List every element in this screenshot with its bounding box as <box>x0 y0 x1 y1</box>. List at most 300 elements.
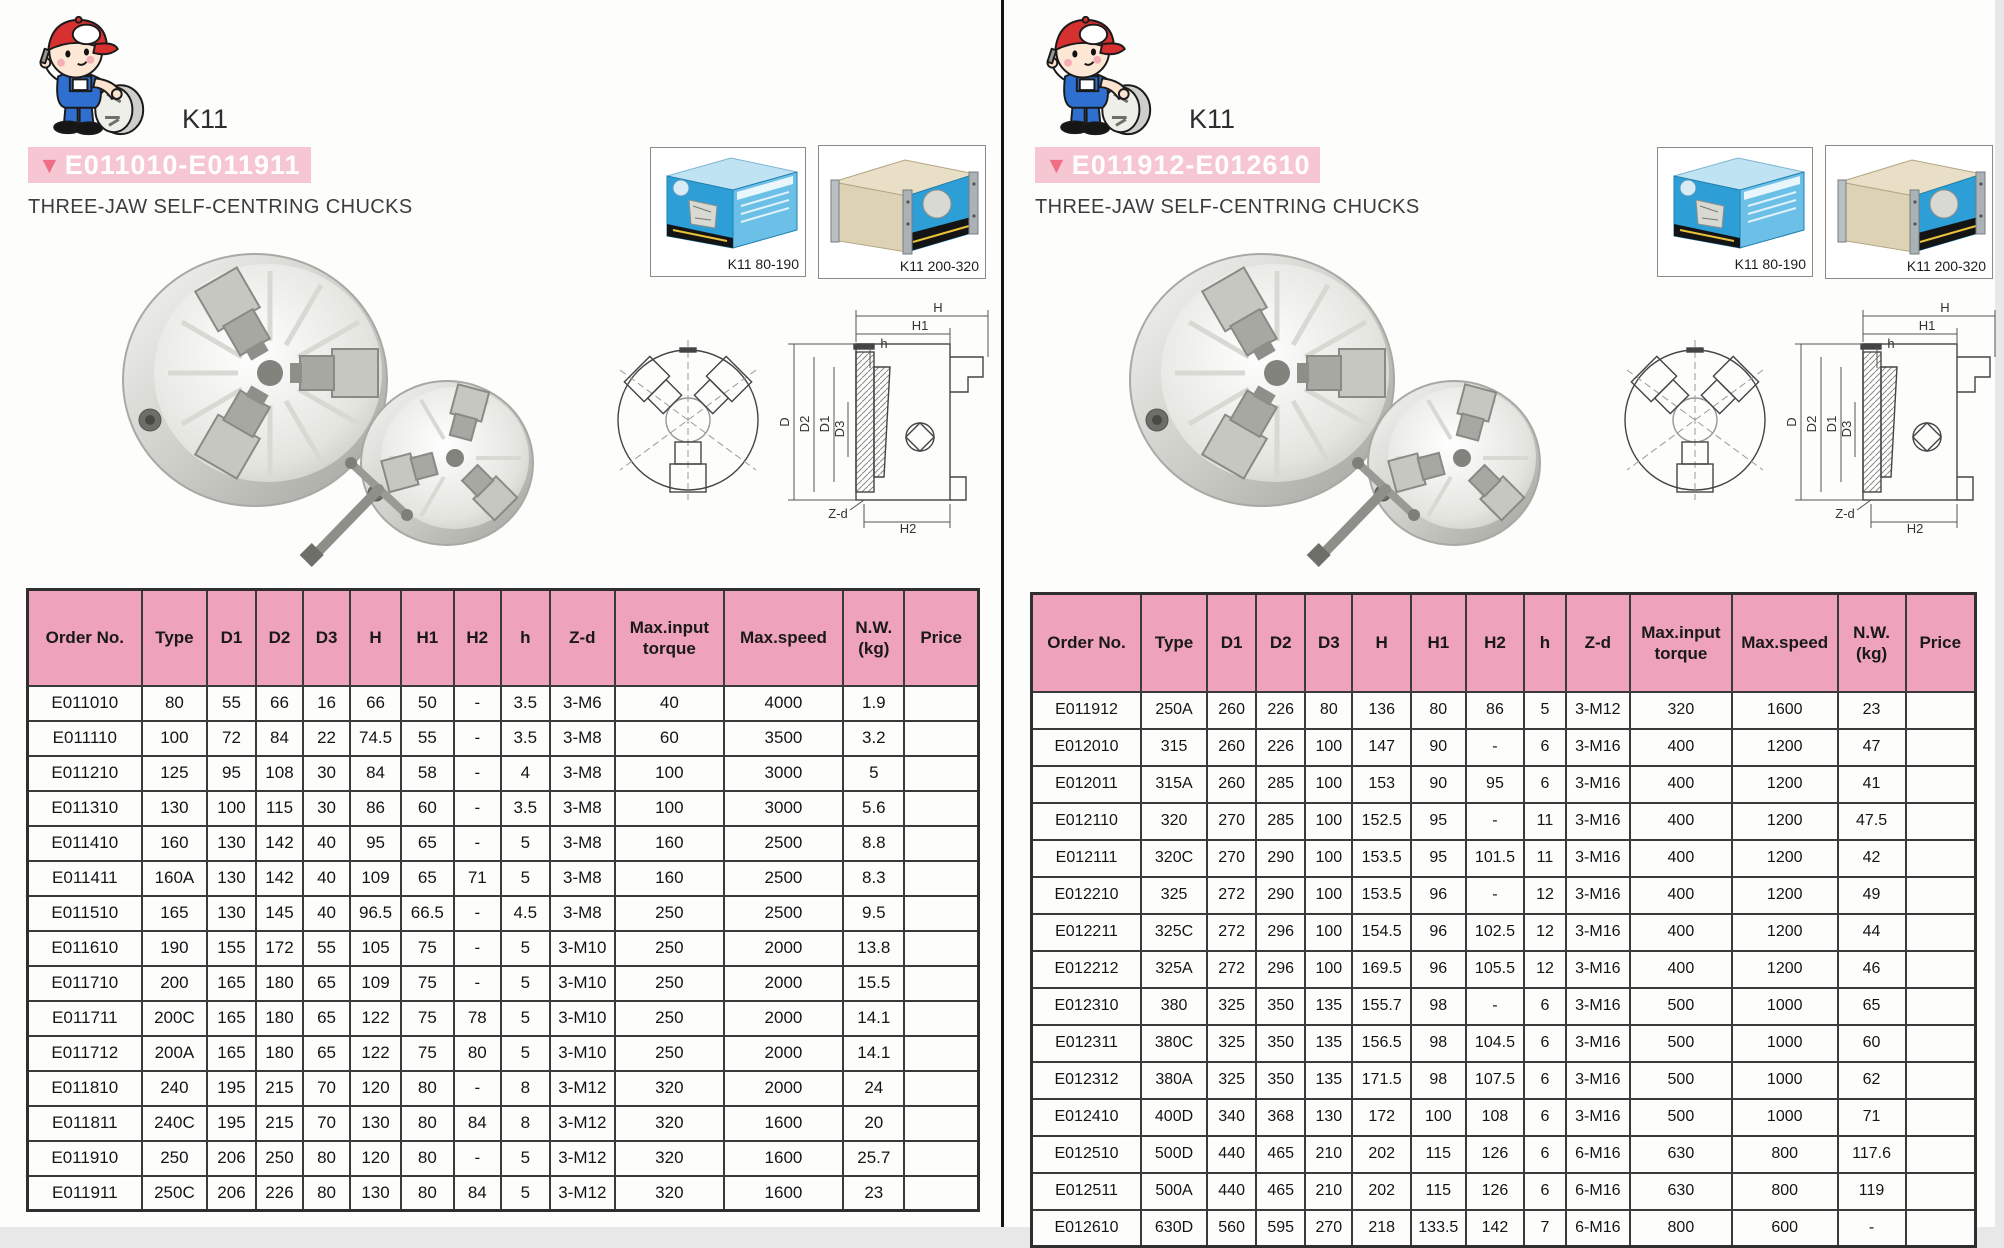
table-cell <box>1906 1099 1976 1136</box>
table-cell: 3-M8 <box>550 826 616 861</box>
table-cell: 71 <box>454 861 502 896</box>
table-row <box>1032 803 1976 840</box>
table-cell: 368 <box>1256 1099 1305 1136</box>
table-cell: 109 <box>350 966 401 1001</box>
table-cell: 350 <box>1256 1062 1305 1099</box>
table-cell: 109 <box>350 861 401 896</box>
blue-carton-art <box>651 148 807 254</box>
table-cell: - <box>454 826 502 861</box>
column-header: D3 <box>1305 594 1352 692</box>
table-cell: 80 <box>1411 692 1466 729</box>
column-header: N.W. (kg) <box>843 590 904 686</box>
table-cell: 122 <box>350 1036 401 1071</box>
table-cell: 100 <box>1305 766 1352 803</box>
table-cell: 4000 <box>724 686 844 721</box>
chuck-large <box>1130 254 1394 506</box>
table-cell: 1200 <box>1732 877 1838 914</box>
table-cell: 380 <box>1141 988 1207 1025</box>
table-cell: 315A <box>1141 766 1207 803</box>
table-cell: 66 <box>350 686 401 721</box>
table-cell: 3-M8 <box>550 721 616 756</box>
table-cell: 60 <box>615 721 723 756</box>
table-cell: 315 <box>1141 729 1207 766</box>
table-cell: 800 <box>1630 1210 1732 1247</box>
table-cell: 320 <box>1141 803 1207 840</box>
table-cell: - <box>454 791 502 826</box>
column-header: H2 <box>1466 594 1525 692</box>
table-cell: 40 <box>615 686 723 721</box>
svg-text:D: D <box>777 417 792 427</box>
table-cell: 250 <box>615 966 723 1001</box>
table-cell: 3-M10 <box>550 931 616 966</box>
table-cell: 210 <box>1305 1136 1352 1173</box>
table-cell: 96 <box>1411 914 1466 951</box>
column-header: Order No. <box>28 590 142 686</box>
table-cell: 320 <box>615 1141 723 1176</box>
table-cell: 156.5 <box>1352 1025 1411 1062</box>
table-cell: 250A <box>1141 692 1207 729</box>
table-cell: 600 <box>1732 1210 1838 1247</box>
table-cell: 290 <box>1256 877 1305 914</box>
table-cell: 3-M16 <box>1566 877 1630 914</box>
table-cell <box>904 1071 978 1106</box>
technical-drawing <box>598 282 993 534</box>
table-cell: 3-M12 <box>1566 692 1630 729</box>
table-row <box>28 1001 979 1036</box>
crate-art <box>1826 146 1992 256</box>
table-cell: 147 <box>1352 729 1411 766</box>
table-cell: 200A <box>142 1036 208 1071</box>
table-cell: 100 <box>207 791 256 826</box>
table-cell: 153.5 <box>1352 840 1411 877</box>
table-cell: 3-M8 <box>550 791 616 826</box>
table-cell: 5 <box>501 861 550 896</box>
svg-text:D2: D2 <box>1804 415 1819 433</box>
table-cell: 100 <box>1305 840 1352 877</box>
table-cell: 400 <box>1630 766 1732 803</box>
svg-text:H2: H2 <box>899 521 917 536</box>
table-cell: 84 <box>454 1106 502 1141</box>
table-cell: 65 <box>303 966 350 1001</box>
table-cell: 2500 <box>724 896 844 931</box>
table-cell: 100 <box>1305 877 1352 914</box>
table-cell: 5 <box>843 756 904 791</box>
table-cell: E011810 <box>28 1071 142 1106</box>
table-cell: 1000 <box>1732 988 1838 1025</box>
table-cell: 130 <box>350 1176 401 1211</box>
svg-text:D1: D1 <box>1824 415 1839 433</box>
table-cell: 130 <box>207 826 256 861</box>
table-cell: 65 <box>1838 988 1906 1025</box>
svg-text:Z-d: Z-d <box>1835 506 1855 521</box>
table-row <box>28 1036 979 1071</box>
table-cell: 96.5 <box>350 896 401 931</box>
table-cell: 71 <box>1838 1099 1906 1136</box>
table-row <box>1032 1099 1976 1136</box>
table-cell: 1200 <box>1732 951 1838 988</box>
table-cell: 130 <box>207 861 256 896</box>
column-header: D3 <box>303 590 350 686</box>
table-row <box>1032 729 1976 766</box>
table-cell: E012312 <box>1032 1062 1142 1099</box>
table-cell: 153 <box>1352 766 1411 803</box>
table-cell: 206 <box>207 1176 256 1211</box>
table-cell: 226 <box>1256 692 1305 729</box>
table-row <box>28 1071 979 1106</box>
table-cell: 320 <box>615 1106 723 1141</box>
table-cell: 3-M16 <box>1566 803 1630 840</box>
table-cell: 75 <box>401 966 453 1001</box>
column-header: D2 <box>1256 594 1305 692</box>
package-label: K11 80-190 <box>1734 256 1806 272</box>
table-cell: E012410 <box>1032 1099 1142 1136</box>
table-cell: 400 <box>1630 951 1732 988</box>
table-cell: 47.5 <box>1838 803 1906 840</box>
table-cell <box>1906 988 1976 1025</box>
blue-carton-art <box>1658 148 1814 254</box>
table-cell: 270 <box>1207 803 1256 840</box>
table-cell <box>1906 840 1976 877</box>
table-cell: E012011 <box>1032 766 1142 803</box>
table-cell: 30 <box>303 756 350 791</box>
column-header: h <box>1524 594 1566 692</box>
table-cell: E012010 <box>1032 729 1142 766</box>
table-cell: 119 <box>1838 1173 1906 1210</box>
table-cell: - <box>454 1071 502 1106</box>
product-photo-chucks <box>55 225 595 570</box>
table-cell: 160 <box>615 861 723 896</box>
table-cell: 8.3 <box>843 861 904 896</box>
column-header: N.W. (kg) <box>1838 594 1906 692</box>
table-cell: 65 <box>401 861 453 896</box>
table-row <box>1032 988 1976 1025</box>
table-cell: 115 <box>1411 1173 1466 1210</box>
table-cell: 102.5 <box>1466 914 1525 951</box>
table-cell: 130 <box>1305 1099 1352 1136</box>
table-cell: 3-M16 <box>1566 1062 1630 1099</box>
table-cell: 1600 <box>724 1176 844 1211</box>
table-cell: 3.5 <box>501 791 550 826</box>
table-cell: 260 <box>1207 766 1256 803</box>
table-cell: 190 <box>142 931 208 966</box>
crate-art <box>819 146 985 256</box>
table-cell: 1000 <box>1732 1099 1838 1136</box>
table-cell: 350 <box>1256 1025 1305 1062</box>
table-cell: 6 <box>1524 1173 1566 1210</box>
table-cell: 142 <box>1466 1210 1525 1247</box>
table-cell: - <box>454 756 502 791</box>
table-cell: 500D <box>1141 1136 1207 1173</box>
table-cell: 260 <box>1207 692 1256 729</box>
table-cell <box>904 1141 978 1176</box>
table-cell: E011010 <box>28 686 142 721</box>
table-cell <box>904 966 978 1001</box>
table-cell: 180 <box>256 1036 304 1071</box>
table-cell: - <box>454 721 502 756</box>
table-cell: 3-M8 <box>550 861 616 896</box>
table-cell: 95 <box>207 756 256 791</box>
table-cell: 2500 <box>724 826 844 861</box>
table-cell: 84 <box>350 756 401 791</box>
table-cell: 270 <box>1207 840 1256 877</box>
table-cell: 100 <box>1305 951 1352 988</box>
table-cell: 3-M10 <box>550 1036 616 1071</box>
table-row <box>1032 766 1976 803</box>
table-cell: E012212 <box>1032 951 1142 988</box>
table-cell: 2000 <box>724 1036 844 1071</box>
table-cell: 400 <box>1630 914 1732 951</box>
table-cell: 3-M12 <box>550 1176 616 1211</box>
table-cell: 320C <box>1141 840 1207 877</box>
table-cell: 105 <box>350 931 401 966</box>
table-cell: E012311 <box>1032 1025 1142 1062</box>
svg-text:Z-d: Z-d <box>828 506 848 521</box>
table-cell: 40 <box>303 826 350 861</box>
table-cell: 120 <box>350 1141 401 1176</box>
table-cell: 206 <box>207 1141 256 1176</box>
table-cell: 6 <box>1524 1025 1566 1062</box>
table-row <box>28 966 979 1001</box>
table-cell: 180 <box>256 966 304 1001</box>
table-cell: 154.5 <box>1352 914 1411 951</box>
table-cell: 320 <box>615 1071 723 1106</box>
table-cell: 215 <box>256 1071 304 1106</box>
table-cell: 80 <box>454 1036 502 1071</box>
table-cell: 380C <box>1141 1025 1207 1062</box>
column-header: D1 <box>207 590 256 686</box>
table-cell: E011310 <box>28 791 142 826</box>
table-cell: 1200 <box>1732 729 1838 766</box>
table-cell: E012610 <box>1032 1210 1142 1247</box>
table-cell: 60 <box>401 791 453 826</box>
table-row <box>1032 877 1976 914</box>
table-cell: 66 <box>256 686 304 721</box>
table-cell: 100 <box>142 721 208 756</box>
table-cell: 80 <box>303 1176 350 1211</box>
section-view <box>1861 344 1990 500</box>
table-cell: 84 <box>454 1176 502 1211</box>
table-cell: 171.5 <box>1352 1062 1411 1099</box>
table-cell: 320 <box>615 1176 723 1211</box>
table-cell <box>904 686 978 721</box>
table-cell: E011911 <box>28 1176 142 1211</box>
table-cell: 98 <box>1411 1025 1466 1062</box>
table-row <box>28 896 979 931</box>
table-cell: 8.8 <box>843 826 904 861</box>
package-photo-crate <box>818 145 986 279</box>
table-cell: E011410 <box>28 826 142 861</box>
table-cell: 100 <box>1305 914 1352 951</box>
table-cell: E012110 <box>1032 803 1142 840</box>
table-cell: 65 <box>303 1036 350 1071</box>
table-row <box>28 791 979 826</box>
table-row <box>28 826 979 861</box>
table-cell: - <box>1466 803 1525 840</box>
table-cell: 78 <box>454 1001 502 1036</box>
table-cell: 3.5 <box>501 721 550 756</box>
table-cell: 226 <box>1256 729 1305 766</box>
table-cell: 5 <box>501 1176 550 1211</box>
svg-text:D3: D3 <box>1839 420 1854 438</box>
table-cell: 6-M16 <box>1566 1173 1630 1210</box>
table-cell: 500 <box>1630 1025 1732 1062</box>
table-cell: 80 <box>401 1106 453 1141</box>
chuck-small <box>1368 381 1540 545</box>
table-cell: 240C <box>142 1106 208 1141</box>
table-cell: 11 <box>1524 840 1566 877</box>
table-cell: 195 <box>207 1071 256 1106</box>
table-cell: 30 <box>303 791 350 826</box>
table-cell: 12 <box>1524 951 1566 988</box>
table-cell: - <box>1466 988 1525 1025</box>
table-cell: 126 <box>1466 1136 1525 1173</box>
table-cell: 13.8 <box>843 931 904 966</box>
svg-text:H2: H2 <box>1906 521 1924 536</box>
table-cell: 595 <box>1256 1210 1305 1247</box>
table-cell: 630D <box>1141 1210 1207 1247</box>
column-header: D2 <box>256 590 304 686</box>
table-cell: 5 <box>501 931 550 966</box>
table-cell: 325 <box>1207 1062 1256 1099</box>
svg-text:H1: H1 <box>911 318 929 333</box>
table-cell: 3.5 <box>501 686 550 721</box>
table-cell: 24 <box>843 1071 904 1106</box>
table-cell: 1600 <box>724 1141 844 1176</box>
table-cell: 200 <box>142 966 208 1001</box>
table-cell: 5.6 <box>843 791 904 826</box>
table-cell: 285 <box>1256 803 1305 840</box>
table-cell <box>1906 1062 1976 1099</box>
table-row <box>28 1141 979 1176</box>
package-photo-crate <box>1825 145 1993 279</box>
column-header: Max.input torque <box>615 590 723 686</box>
chuck-large <box>123 254 387 506</box>
column-header: H <box>1352 594 1411 692</box>
svg-text:D1: D1 <box>817 415 832 433</box>
table-cell: 70 <box>303 1106 350 1141</box>
table-cell: 165 <box>207 1036 256 1071</box>
table-cell: 55 <box>401 721 453 756</box>
table-cell <box>904 1036 978 1071</box>
table-cell <box>904 1106 978 1141</box>
table-cell: 100 <box>615 791 723 826</box>
table-cell: 6-M16 <box>1566 1210 1630 1247</box>
column-header: h <box>501 590 550 686</box>
table-cell: 172 <box>1352 1099 1411 1136</box>
table-cell: 250 <box>615 1036 723 1071</box>
table-cell: 145 <box>256 896 304 931</box>
table-cell: 75 <box>401 1036 453 1071</box>
table-cell: 100 <box>1411 1099 1466 1136</box>
table-cell: 58 <box>401 756 453 791</box>
table-cell: 800 <box>1732 1136 1838 1173</box>
table-cell <box>904 721 978 756</box>
table-cell: 1600 <box>724 1106 844 1141</box>
table-cell: 75 <box>401 1001 453 1036</box>
table-cell <box>904 1176 978 1211</box>
table-cell: 400 <box>1630 877 1732 914</box>
table-cell: 41 <box>1838 766 1906 803</box>
table-cell: E011110 <box>28 721 142 756</box>
table-cell: 3-M6 <box>550 686 616 721</box>
table-cell: E011910 <box>28 1141 142 1176</box>
table-cell: 3-M8 <box>550 756 616 791</box>
table-cell: 1000 <box>1732 1062 1838 1099</box>
table-cell: 107.5 <box>1466 1062 1525 1099</box>
table-cell: 200C <box>142 1001 208 1036</box>
table-cell: E012111 <box>1032 840 1142 877</box>
table-cell: 6 <box>1524 1099 1566 1136</box>
table-cell: 250 <box>615 896 723 931</box>
table-cell <box>1906 877 1976 914</box>
svg-text:H: H <box>1940 300 1950 315</box>
table-cell <box>1906 914 1976 951</box>
table-cell: 800 <box>1732 1173 1838 1210</box>
table-row <box>28 1176 979 1211</box>
package-photo-box <box>650 147 806 277</box>
series-label: K11 <box>182 104 229 134</box>
table-cell <box>904 931 978 966</box>
table-cell: 2000 <box>724 1071 844 1106</box>
table-cell: 130 <box>207 896 256 931</box>
table-cell: 12 <box>1524 877 1566 914</box>
column-header: Type <box>142 590 208 686</box>
table-cell: 14.1 <box>843 1001 904 1036</box>
table-cell: 155.7 <box>1352 988 1411 1025</box>
table-cell: 250C <box>142 1176 208 1211</box>
triangle-icon: ▼ <box>38 151 61 178</box>
table-cell: 95 <box>1466 766 1525 803</box>
table-cell: 350 <box>1256 988 1305 1025</box>
table-cell: 74.5 <box>350 721 401 756</box>
table-cell: 72 <box>207 721 256 756</box>
table-cell: 3-M16 <box>1566 1025 1630 1062</box>
table-cell: 1200 <box>1732 840 1838 877</box>
table-cell: 120 <box>350 1071 401 1106</box>
table-cell: 75 <box>401 931 453 966</box>
table-cell: E011710 <box>28 966 142 1001</box>
table-cell: 340 <box>1207 1099 1256 1136</box>
table-cell: - <box>454 931 502 966</box>
table-cell: 153.5 <box>1352 877 1411 914</box>
table-cell: 160 <box>142 826 208 861</box>
table-cell: 226 <box>256 1176 304 1211</box>
table-cell: 9.5 <box>843 896 904 931</box>
table-cell: 136 <box>1352 692 1411 729</box>
table-cell: 630 <box>1630 1136 1732 1173</box>
table-cell: 3-M8 <box>550 896 616 931</box>
table-row <box>28 756 979 791</box>
table-cell: 135 <box>1305 1062 1352 1099</box>
table-cell: 3-M12 <box>550 1106 616 1141</box>
table-row <box>1032 1173 1976 1210</box>
technical-drawing <box>1605 282 2000 534</box>
table-cell: 108 <box>1466 1099 1525 1136</box>
table-row <box>1032 692 1976 729</box>
table-cell: 165 <box>207 966 256 1001</box>
table-cell: 5 <box>501 1141 550 1176</box>
table-cell: 155 <box>207 931 256 966</box>
spec-table <box>26 588 980 1212</box>
table-cell: 42 <box>1838 840 1906 877</box>
table-cell: 7 <box>1524 1210 1566 1247</box>
table-cell: 400D <box>1141 1099 1207 1136</box>
table-cell: 108 <box>256 756 304 791</box>
svg-text:H1: H1 <box>1918 318 1936 333</box>
table-cell: 80 <box>303 1141 350 1176</box>
table-cell: 2000 <box>724 966 844 1001</box>
package-label: K11 80-190 <box>727 256 799 272</box>
